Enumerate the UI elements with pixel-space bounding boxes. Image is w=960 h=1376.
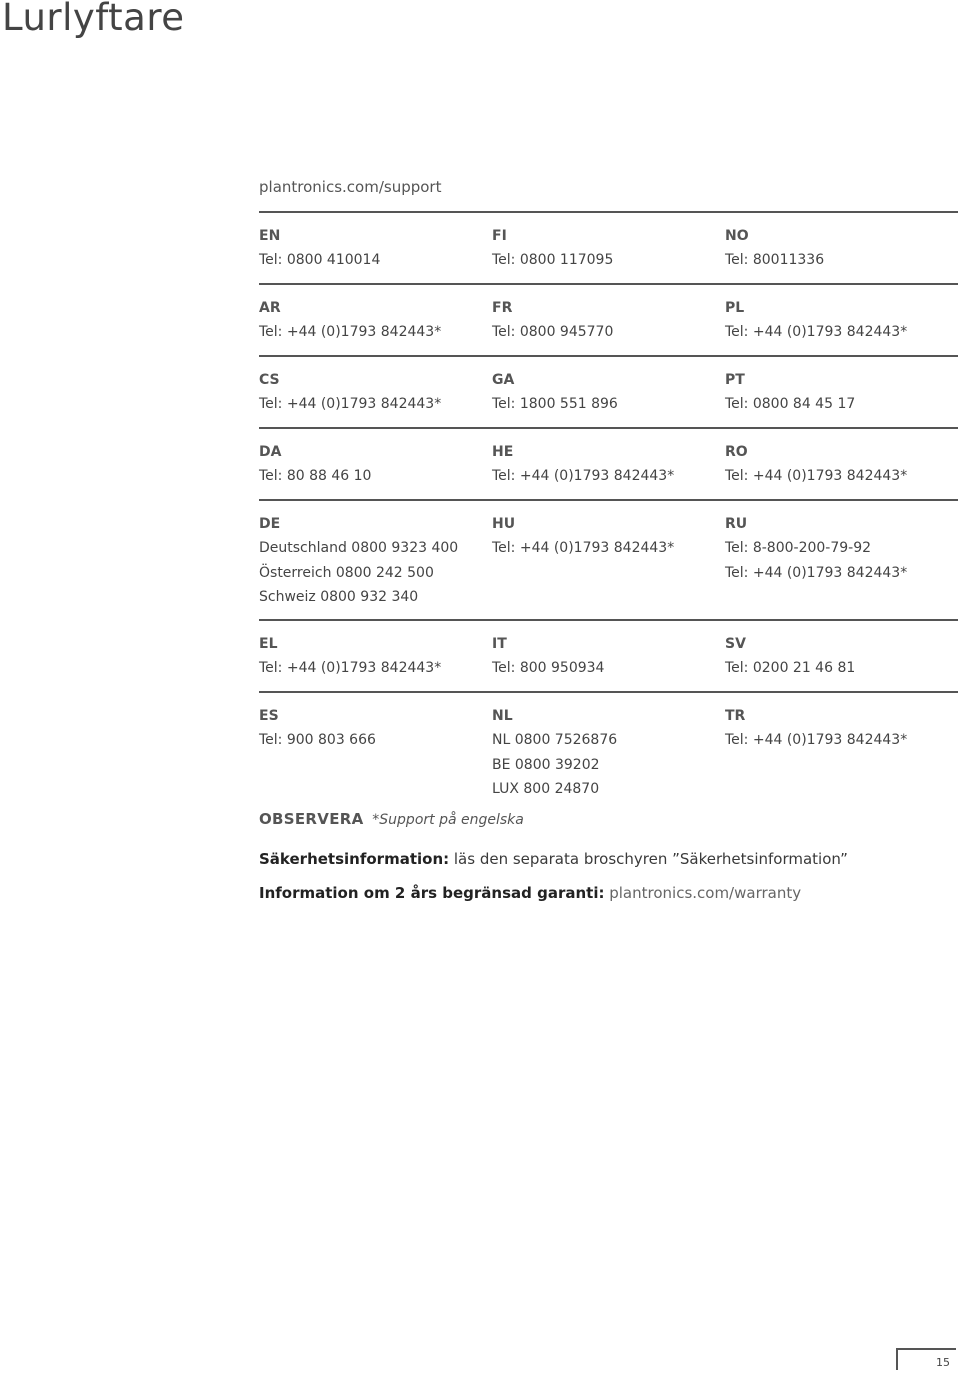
- contact-cell: [492, 515, 674, 561]
- phone-line: Deutschland 0800 9323 400: [259, 540, 459, 556]
- contact-cell: [725, 227, 824, 273]
- page-title: Lurlyftare: [2, 0, 185, 39]
- contact-cell: [259, 515, 458, 610]
- phone-line: Tel: 0800 84 45 17: [725, 396, 856, 412]
- contact-cell: [492, 635, 604, 681]
- contact-row: [259, 619, 958, 691]
- language-code: EN: [259, 228, 281, 244]
- support-contact-table: [259, 211, 958, 813]
- contact-cell: [492, 299, 613, 345]
- phone-line: Tel: 0800 410014: [259, 252, 381, 268]
- language-code: HU: [492, 516, 516, 532]
- phone-line: Tel: 1800 551 896: [492, 396, 618, 412]
- phone-line: Tel: +44 (0)1793 842443*: [725, 564, 908, 581]
- phone-line: Tel: 80 88 46 10: [259, 468, 372, 484]
- phone-line: Tel: 0800 945770: [492, 324, 614, 340]
- language-code: FI: [492, 228, 507, 244]
- phone-line: BE 0800 39202: [492, 756, 600, 773]
- language-code: EL: [259, 636, 278, 652]
- contact-cell: [492, 707, 617, 802]
- contact-row: [259, 211, 958, 283]
- language-code: NO: [725, 228, 749, 244]
- language-code: CS: [259, 372, 280, 388]
- language-code: DA: [259, 444, 282, 460]
- language-code: FR: [492, 300, 513, 316]
- phone-line: Tel: +44 (0)1793 842443*: [725, 324, 908, 340]
- contact-cell: [259, 707, 376, 753]
- language-code: PL: [725, 300, 745, 316]
- language-code: AR: [259, 300, 281, 316]
- contact-cell: [492, 371, 618, 417]
- phone-line: Tel: +44 (0)1793 842443*: [492, 468, 675, 484]
- warranty-info-label: Information om 2 års begränsad garanti:: [259, 884, 605, 902]
- language-code: NL: [492, 708, 513, 724]
- contact-row: [259, 355, 958, 427]
- language-code: IT: [492, 636, 507, 652]
- contact-cell: [725, 707, 907, 753]
- phone-line: Tel: +44 (0)1793 842443*: [259, 324, 442, 340]
- safety-info: [259, 850, 848, 868]
- phone-line: Österreich 0800 242 500: [259, 564, 434, 581]
- safety-info-label: Säkerhetsinformation:: [259, 850, 450, 868]
- contact-cell: [259, 635, 441, 681]
- phone-line: Tel: 0800 117095: [492, 252, 614, 268]
- phone-line: Tel: 800 950934: [492, 660, 605, 676]
- safety-info-text: läs den separata broschyren ”Säkerhetsinformation”: [449, 850, 848, 868]
- contact-cell: [259, 299, 441, 345]
- phone-line: Tel: +44 (0)1793 842443*: [725, 468, 908, 484]
- note-text: *Support på engelska: [372, 812, 524, 828]
- contact-cell: [492, 443, 674, 489]
- contact-cell: [259, 227, 380, 273]
- contact-row: [259, 427, 958, 499]
- phone-line: Tel: 900 803 666: [259, 732, 376, 748]
- contact-cell: [725, 635, 855, 681]
- contact-cell: [492, 227, 613, 273]
- language-code: TR: [725, 708, 746, 724]
- language-code: SV: [725, 636, 746, 652]
- phone-line: Tel: +44 (0)1793 842443*: [725, 732, 908, 748]
- support-link[interactable]: plantronics.com/support: [259, 178, 442, 196]
- phone-line: Tel: +44 (0)1793 842443*: [259, 396, 442, 412]
- language-code: PT: [725, 372, 745, 388]
- warranty-link[interactable]: plantronics.com/warranty: [604, 884, 802, 902]
- contact-row: [259, 499, 958, 619]
- contact-cell: [725, 515, 907, 585]
- phone-line: Tel: 80011336: [725, 252, 825, 268]
- phone-line: Tel: 0200 21 46 81: [725, 660, 856, 676]
- contact-row: [259, 691, 958, 813]
- language-code: HE: [492, 444, 514, 460]
- contact-cell: [725, 371, 855, 417]
- language-code: RU: [725, 516, 748, 532]
- language-code: DE: [259, 516, 281, 532]
- phone-line: NL 0800 7526876: [492, 732, 618, 748]
- phone-line: LUX 800 24870: [492, 781, 600, 797]
- page-number: 15: [896, 1348, 956, 1370]
- contact-cell: [725, 299, 907, 345]
- phone-line: Tel: +44 (0)1793 842443*: [492, 540, 675, 556]
- phone-line: Tel: 8-800-200-79-92: [725, 540, 872, 556]
- contact-cell: [725, 443, 907, 489]
- note-label: OBSERVERA: [259, 810, 364, 828]
- language-code: RO: [725, 444, 748, 460]
- note: [259, 810, 524, 828]
- contact-row: [259, 283, 958, 355]
- warranty-info: [259, 884, 801, 902]
- phone-line: Tel: +44 (0)1793 842443*: [259, 660, 442, 676]
- contact-cell: [259, 371, 441, 417]
- language-code: ES: [259, 708, 279, 724]
- language-code: GA: [492, 372, 515, 388]
- phone-line: Schweiz 0800 932 340: [259, 589, 419, 605]
- contact-cell: [259, 443, 371, 489]
